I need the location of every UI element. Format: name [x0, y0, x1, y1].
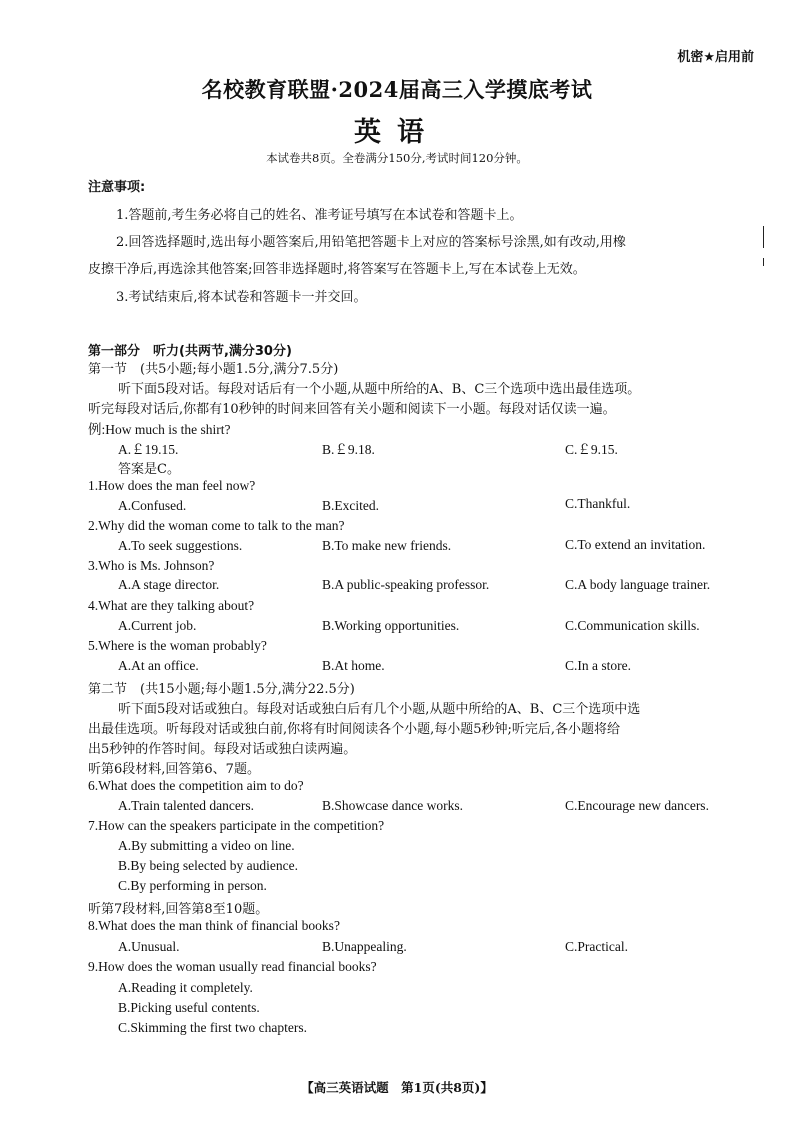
subject-title: 英语 — [354, 117, 440, 148]
q1-option-b: B.Excited. — [322, 498, 379, 513]
question-3: 3.Who is Ms. Johnson? — [88, 558, 215, 573]
exam-title: 名校教育联盟·2024届高三入学摸底考试 — [201, 77, 593, 102]
example-answer: 答案是C。 — [118, 462, 180, 477]
example-option-a: A.￡19.15. — [118, 442, 179, 457]
example-option-c: C.￡9.15. — [565, 442, 618, 457]
section1-heading: 第一节 (共5小题;每小题1.5分,满分7.5分) — [88, 362, 339, 377]
q9-option-b: B.Picking useful contents. — [118, 1000, 260, 1015]
q3-option-b: B.A public-speaking professor. — [322, 577, 490, 592]
example-option-b: B.￡9.18. — [322, 442, 375, 457]
q4-option-b: B.Working opportunities. — [322, 618, 460, 633]
question-8: 8.What does the man think of financial books? — [88, 918, 340, 933]
q2-option-a: A.To seek suggestions. — [118, 538, 243, 553]
question-7: 7.How can the speakers participate in the competition? — [88, 818, 385, 833]
q4-option-a: A.Current job. — [118, 618, 197, 633]
q6-option-a: A.Train talented dancers. — [118, 798, 254, 813]
margin-mark — [763, 226, 764, 248]
notice-item-2b: 皮擦干净后,再选涂其他答案;回答非选择题时,将答案写在答题卡上,写在本试卷上无效。 — [88, 262, 586, 277]
q7-option-c: C.By performing in person. — [118, 878, 267, 893]
q2-option-c: C.To extend an invitation. — [565, 537, 706, 552]
confidential-mark: 机密★启用前 — [677, 50, 754, 65]
notice-heading: 注意事项: — [88, 180, 146, 195]
q4-option-c: C.Communication skills. — [565, 618, 700, 633]
q7-option-b: B.By being selected by audience. — [118, 858, 298, 873]
example-question: 例:How much is the shirt? — [88, 422, 231, 437]
section2-instruction: 听下面5段对话或独白。每段对话或独白后有几个小题,从题中所给的A、B、C三个选项中选 — [118, 702, 641, 717]
question-1: 1.How does the man feel now? — [88, 478, 256, 493]
q2-option-b: B.To make new friends. — [322, 538, 452, 553]
notice-item-3: 3.考试结束后,将本试卷和答题卡一并交回。 — [116, 290, 367, 305]
q1-option-c: C.Thankful. — [565, 496, 631, 511]
q5-option-c: C.In a store. — [565, 658, 631, 673]
notice-item-2a: 2.回答选择题时,选出每小题答案后,用铅笔把答题卡上对应的答案标号涂黑,如有改动,用橡 — [116, 235, 626, 250]
q5-option-b: B.At home. — [322, 658, 385, 673]
section1-instruction: 听下面5段对话。每段对话后有一个小题,从题中所给的A、B、C三个选项中选出最佳选项。 — [118, 382, 641, 397]
q1-option-a: A.Confused. — [118, 498, 187, 513]
q9-option-a: A.Reading it completely. — [118, 980, 253, 995]
question-4: 4.What are they talking about? — [88, 598, 255, 613]
section2-heading: 第二节 (共15小题;每小题1.5分,满分22.5分) — [88, 682, 355, 697]
q8-option-a: A.Unusual. — [118, 939, 180, 954]
q5-option-a: A.At an office. — [118, 658, 199, 673]
material-7-label: 听第7段材料,回答第8至10题。 — [88, 902, 269, 917]
notice-item-1: 1.答题前,考生务必将自己的姓名、准考证号填写在本试卷和答题卡上。 — [116, 208, 523, 223]
question-5: 5.Where is the woman probably? — [88, 638, 267, 653]
material-6-label: 听第6段材料,回答第6、7题。 — [88, 762, 260, 777]
question-6: 6.What does the competition aim to do? — [88, 778, 304, 793]
q8-option-b: B.Unappealing. — [322, 939, 407, 954]
page-footer: 【高三英语试题 第1页(共8页)】 — [301, 1080, 493, 1095]
question-9: 9.How does the woman usually read financial books? — [88, 959, 377, 974]
section1-instruction: 听完每段对话后,你都有10秒钟的时间来回答有关小题和阅读下一小题。每段对话仅读一遍。 — [88, 402, 616, 417]
section2-instruction: 出5秒钟的作答时间。每段对话或独白读两遍。 — [88, 742, 357, 757]
exam-info: 本试卷共8页。全卷满分150分,考试时间120分钟。 — [266, 151, 528, 165]
q9-option-c: C.Skimming the first two chapters. — [118, 1020, 307, 1035]
margin-mark — [763, 258, 764, 266]
section2-instruction: 出最佳选项。听每段对话或独白前,你将有时间阅读各个小题,每小题5秒钟;听完后,各小题将给 — [88, 722, 621, 737]
q3-option-c: C.A body language trainer. — [565, 577, 711, 592]
q6-option-c: C.Encourage new dancers. — [565, 798, 709, 813]
part1-heading: 第一部分 听力(共两节,满分30分) — [88, 344, 292, 359]
q6-option-b: B.Showcase dance works. — [322, 798, 463, 813]
question-2: 2.Why did the woman come to talk to the man? — [88, 518, 345, 533]
q7-option-a: A.By submitting a video on line. — [118, 838, 295, 853]
q3-option-a: A.A stage director. — [118, 577, 220, 592]
q8-option-c: C.Practical. — [565, 939, 628, 954]
